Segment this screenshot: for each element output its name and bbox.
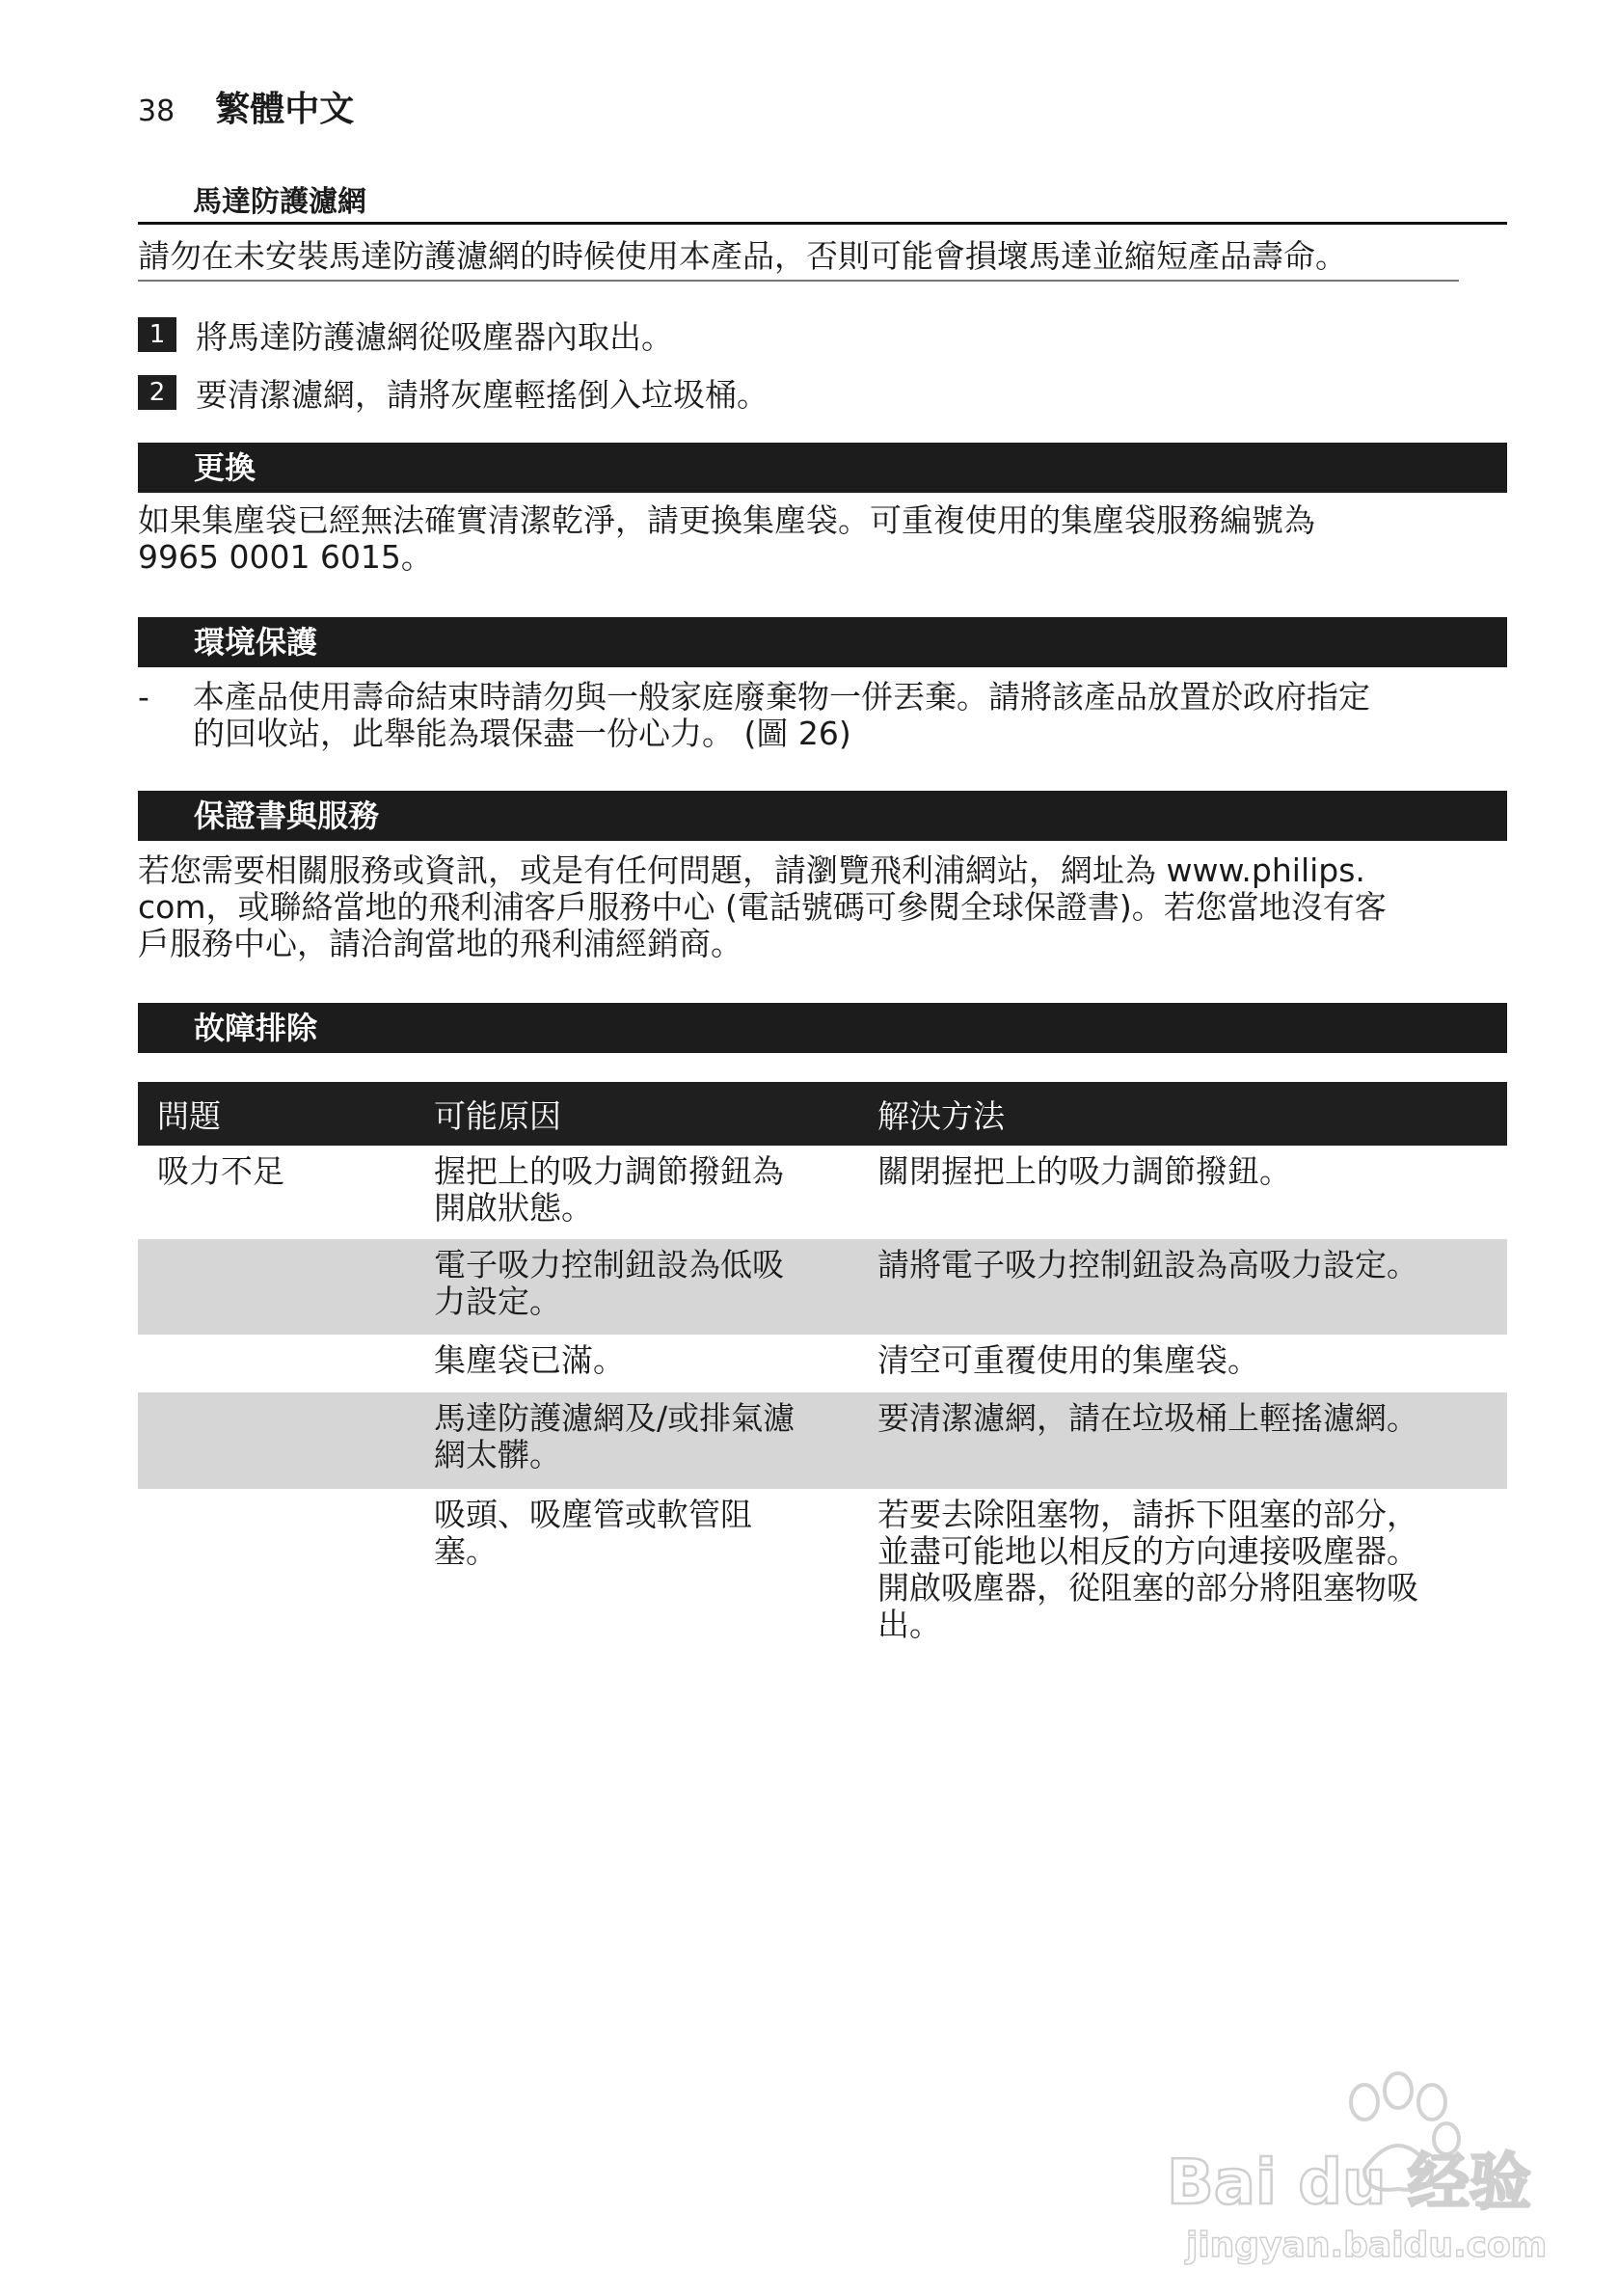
motor-filter-heading: 馬達防護濾網 [193, 185, 366, 219]
section-bar-replacement: 更換 [138, 443, 1507, 493]
page-header [138, 82, 355, 129]
cell-line: 網太髒。 [434, 1436, 561, 1473]
cell-solution [877, 1335, 1507, 1392]
cell-line: 塞。 [434, 1532, 498, 1570]
troubleshooting-table [138, 1082, 1507, 1658]
cell-line: 電子吸力控制鈕設為低吸 [434, 1246, 784, 1283]
step-1 [138, 315, 673, 354]
step-text: 要清潔濾網，請將灰塵輕搖倒入垃圾桶。 [196, 375, 769, 414]
cell-problem [138, 1335, 434, 1392]
cell-line: 馬達防護濾網及/或排氣濾 [434, 1399, 796, 1437]
column-header-problem: 問題 [157, 1096, 221, 1135]
page-number: 38 [138, 95, 175, 128]
cell-cause [434, 1392, 877, 1489]
paragraph-line: com，或聯絡當地的飛利浦客戶服務中心 (電話號碼可參閱全球保證書)。若您當地沒有客 [138, 888, 1387, 926]
cell-line: 關閉握把上的吸力調節撥鈕。 [877, 1152, 1291, 1190]
cell-solution [877, 1392, 1507, 1489]
paragraph-line: 本產品使用壽命結束時請勿與一般家庭廢棄物一併丟棄。請將該產品放置於政府指定 [193, 678, 1370, 716]
cell-cause [434, 1239, 877, 1335]
cell-solution [877, 1239, 1507, 1335]
replacement-paragraph [138, 502, 1507, 576]
cell-line: 開啟吸塵器，從阻塞的部分將阻塞物吸 [877, 1569, 1418, 1607]
table-row [138, 1335, 1507, 1392]
heading-rule [138, 222, 1507, 225]
cell-line: 力設定。 [434, 1283, 561, 1320]
cell-line: 清空可重覆使用的集塵袋。 [877, 1341, 1259, 1379]
warning-underline [138, 280, 1459, 282]
step-2 [138, 373, 769, 412]
cell-line: 開啟狀態。 [434, 1189, 593, 1227]
table-header [138, 1082, 1507, 1146]
section-bar-warranty: 保證書與服務 [138, 791, 1507, 841]
cell-line: 若要去除阻塞物，請拆下阻塞的部分， [877, 1496, 1418, 1533]
cell-line: 出。 [877, 1606, 941, 1643]
step-number-badge: 1 [138, 317, 176, 352]
cell-line: 吸頭、吸塵管或軟管阻 [434, 1496, 752, 1533]
environment-bullet [138, 679, 1507, 752]
cell-line: 要清潔濾網，請在垃圾桶上輕搖濾網。 [877, 1399, 1418, 1437]
watermark-url: jingyan.baidu.com [1186, 2226, 1548, 2265]
cell-problem [138, 1239, 434, 1335]
table-row [138, 1392, 1507, 1489]
baidu-watermark-logo [1157, 2064, 1562, 2276]
cell-line: 並盡可能地以相反的方向連接吸塵器。 [877, 1532, 1418, 1570]
paragraph-line: 9965 0001 6015。 [138, 538, 433, 576]
paragraph-line: 若您需要相關服務或資訊，或是有任何問題，請瀏覽飛利浦網站，網址為 www.philips. [138, 851, 1365, 889]
column-header-solution: 解決方法 [877, 1096, 1005, 1135]
cell-solution [877, 1146, 1507, 1239]
table-row [138, 1489, 1507, 1658]
table-row [138, 1146, 1507, 1239]
column-header-cause: 可能原因 [434, 1096, 561, 1135]
bullet-dash: - [138, 678, 149, 716]
cell-cause [434, 1489, 877, 1658]
cell-line: 集塵袋已滿。 [434, 1341, 625, 1379]
step-number-badge: 2 [138, 375, 176, 410]
watermark-brand: Bai du 经验 [1167, 2147, 1531, 2219]
cell-cause [434, 1146, 877, 1239]
cell-line: 請將電子吸力控制鈕設為高吸力設定。 [877, 1246, 1418, 1283]
table-row [138, 1239, 1507, 1335]
section-bar-environment: 環境保護 [138, 617, 1507, 667]
page-language: 繁體中文 [215, 90, 355, 129]
paragraph-line: 戶服務中心，請洽詢當地的飛利浦經銷商。 [138, 925, 742, 962]
paragraph-line: 如果集塵袋已經無法確實清潔乾淨，請更換集塵袋。可重複使用的集塵袋服務編號為 [138, 501, 1315, 539]
cell-line: 握把上的吸力調節撥鈕為 [434, 1152, 784, 1190]
cell-solution [877, 1489, 1507, 1658]
warning-text: 請勿在未安裝馬達防護濾網的時候使用本產品，否則可能會損壞馬達並縮短產品壽命。 [138, 237, 1347, 275]
paragraph-line: 的回收站，此舉能為環保盡一份心力。 (圖 26) [193, 715, 851, 752]
step-text: 將馬達防護濾網從吸塵器內取出。 [196, 317, 673, 356]
cell-problem [138, 1489, 434, 1658]
cell-problem: 吸力不足 [157, 1152, 284, 1190]
cell-cause [434, 1335, 877, 1392]
bullet-text [193, 679, 1507, 752]
section-bar-troubleshooting: 故障排除 [138, 1003, 1507, 1053]
warranty-paragraph [138, 852, 1507, 962]
cell-problem [138, 1392, 434, 1489]
